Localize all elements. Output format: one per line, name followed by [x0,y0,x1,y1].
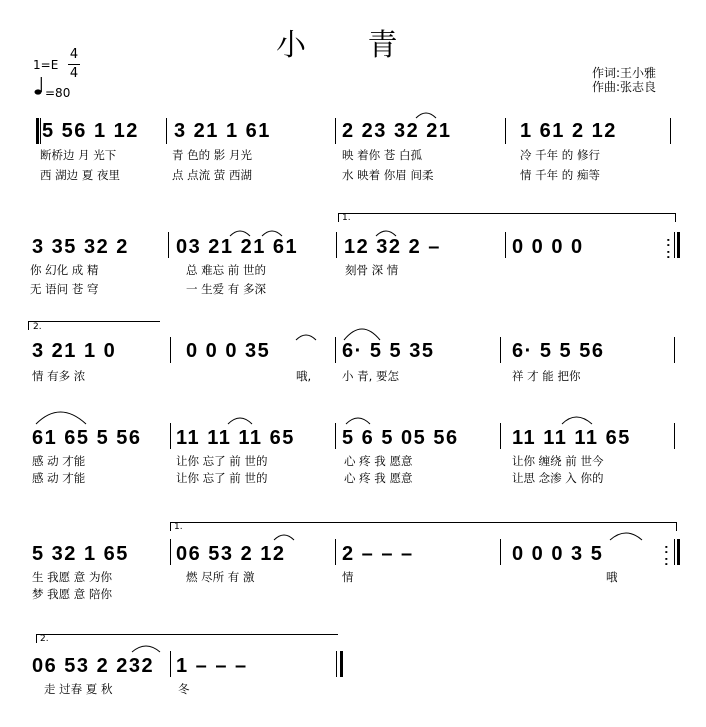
volta-number: 1. [342,213,351,223]
tempo-marking: =80 [45,86,71,100]
measure-notes: 2 – – – [342,543,414,565]
measure-notes: 11 11 11 65 [176,427,295,449]
measure-notes: 06 53 2 232 [32,655,155,677]
lyrics-verse-1: 情 [342,570,354,584]
slur [344,329,380,340]
lyrics-verse-2: 点 点流 萤 西湖 [172,168,252,182]
slur [230,231,250,236]
measure-notes: 1 – – – [176,655,248,677]
measure-notes: 6· 5 5 56 [512,340,605,362]
lyrics-verse-2: 情 千年 的 痴等 [520,168,600,182]
time-signature-top: 4 [69,47,79,62]
slur [416,113,436,118]
volta-number: 2. [40,634,49,644]
slur [262,231,282,236]
lyrics-verse-1: 燃 尽所 有 激 [186,570,255,584]
slur [228,418,252,424]
lyrics-verse-1: 让你 缠绕 前 世今 [512,454,604,468]
slur [376,231,396,236]
lyrics-verse-1: 祥 才 能 把你 [512,369,581,383]
slur [346,418,370,424]
measure-notes: 03 21 21 61 [176,236,299,258]
lyrics-verse-1: 生 我愿 意 为你 [32,570,112,584]
measure-notes: 61 65 5 56 [32,427,142,449]
lyrics-verse-2: 一 生爱 有 多深 [186,282,266,296]
lyrics-verse-2: 心 疼 我 愿意 [344,471,413,485]
lyrics-verse-1: 你 幻化 成 精 [30,263,99,277]
volta-number: 1. [174,522,183,532]
lyrics-verse-1: 心 疼 我 愿意 [344,454,413,468]
time-signature-bottom: 4 [69,66,79,81]
lyricist-credit: 作词:王小雅 [592,66,657,80]
lyrics-verse-1: 情 有多 浓 [32,369,86,383]
composer-credit: 作曲:张志良 [592,80,657,94]
lyrics-verse-2: 让你 忘了 前 世的 [176,471,268,485]
slur [36,412,86,424]
slur [610,533,642,540]
lyrics-verse-2: 西 湖边 夏 夜里 [40,168,120,182]
lyrics-verse-1: 哦 [606,570,618,584]
measure-notes: 11 11 11 65 [512,427,631,449]
measure-notes: 12 32 2 – [344,236,441,258]
lyrics-verse-1: 冬 [178,682,190,696]
repeat-dots: : : [664,540,669,568]
lyrics-verse-1: 走 过春 夏 秋 [44,682,113,696]
lyrics-verse-1: 青 色的 影 月光 [172,148,252,162]
measure-notes: 3 21 1 0 [32,340,117,362]
measure-notes: 2 23 32 21 [342,120,452,142]
slur [132,646,160,652]
lyrics-verse-2: 水 映着 你眉 间柔 [342,168,434,182]
slur [562,417,592,424]
lyrics-verse-2: 感 动 才能 [32,471,86,485]
lyrics-verse-1: 总 难忘 前 世的 [186,263,266,277]
measure-notes: 0 0 0 3 5 [512,543,604,565]
lyrics-verse-1: 哦, [296,369,312,383]
lyrics-verse-1: 小 青, 要怎 [342,369,399,383]
lyrics-verse-2: 无 语问 苍 穹 [30,282,99,296]
lyrics-verse-1: 感 动 才能 [32,454,86,468]
measure-notes: 0 0 0 35 [186,340,271,362]
measure-notes: 3 21 1 61 [174,120,271,142]
lyrics-verse-1: 映 着你 苍 白孤 [342,148,422,162]
lyrics-verse-1: 冷 千年 的 修行 [520,148,600,162]
lyrics-verse-1: 断桥边 月 光下 [40,148,117,162]
repeat-dots: : : [666,233,671,261]
measure-notes: 1 61 2 12 [520,120,617,142]
lyrics-verse-1: 刻骨 深 情 [345,263,399,277]
lyrics-verse-2: 梦 我愿 意 陪你 [32,587,112,601]
slur [274,535,294,540]
measure-notes: 3 35 32 2 [32,236,129,258]
measure-notes: 5 56 1 12 [42,120,139,142]
volta-number: 2. [33,322,42,332]
measure-notes: 5 32 1 65 [32,543,129,565]
measure-notes: 5 6 5 05 56 [342,427,459,449]
measure-notes: 6· 5 5 35 [342,340,435,362]
lyrics-verse-2: 让思 念渗 入 你的 [512,471,604,485]
song-title: 小 青 [276,28,424,63]
key-signature: 1=E [33,58,59,72]
measure-notes: 0 0 0 0 [512,236,584,258]
lyrics-verse-1: 让你 忘了 前 世的 [176,454,268,468]
slur [296,335,316,340]
measure-notes: 06 53 2 12 [176,543,286,565]
